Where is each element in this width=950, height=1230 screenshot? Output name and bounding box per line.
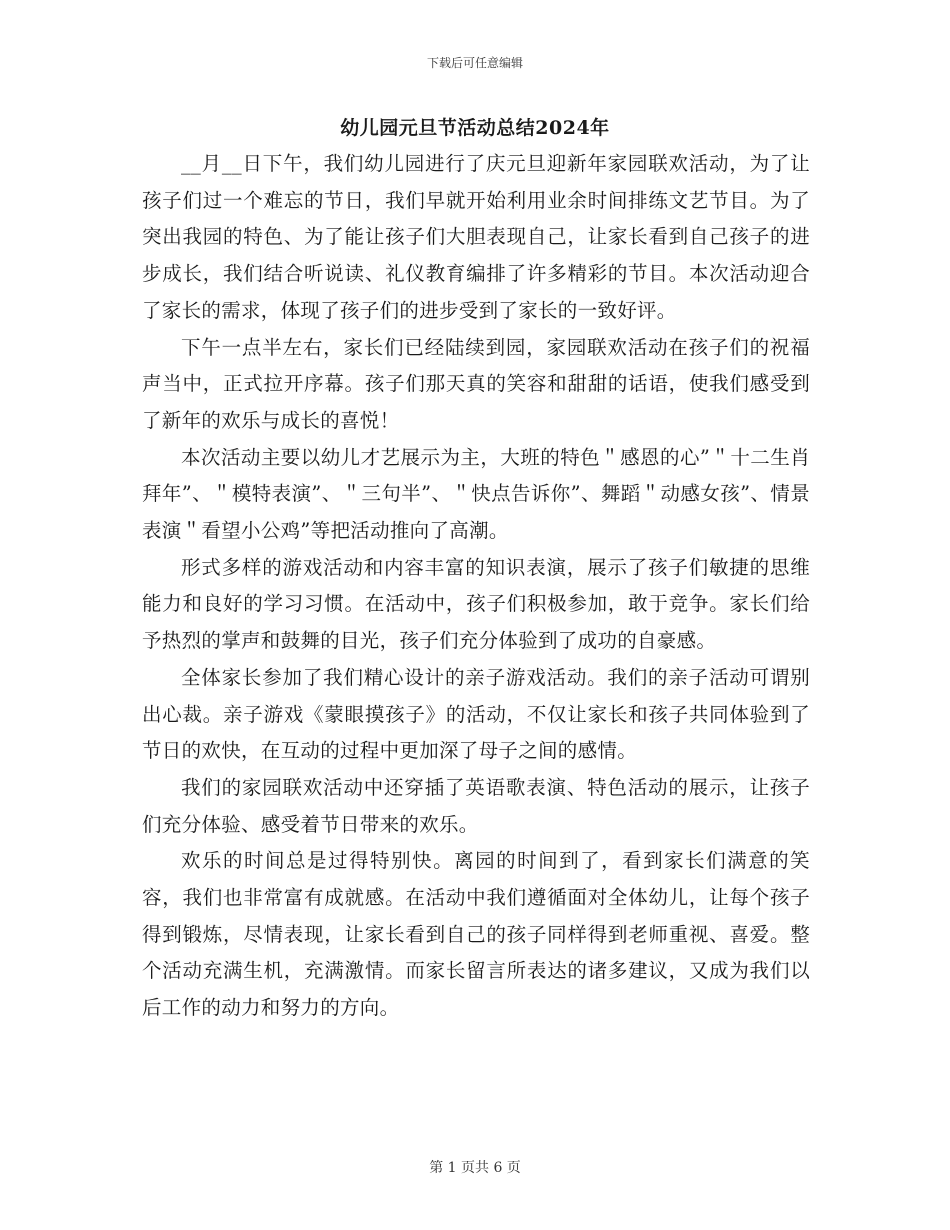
document-title: 幼儿园元旦节活动总结2024年: [340, 117, 610, 139]
document-body: [142, 146, 810, 1027]
page-number: 第 1 页共 6 页: [429, 1160, 521, 1176]
paragraph: 本次活动主要以幼儿才艺展示为主，大班的特色＂感恩的心”＂十二生肖拜年”、＂模特表演”、＂三句半”、＂快点告诉你”、舞蹈＂动感女孩”、情景表演＂看望小公鸡”等把活动推向了高潮。: [142, 445, 810, 543]
page-header-note: 下载后可任意编辑: [426, 56, 523, 70]
paragraph: 全体家长参加了我们精心设计的亲子游戏活动。我们的亲子活动可谓别出心裁。亲子游戏《蒙眼摸孩子》的活动，不仅让家长和孩子共同体验到了节日的欢快，在互动的过程中更加深了母子之间的感情。: [142, 665, 810, 763]
paragraph: 欢乐的时间总是过得特别快。离园的时间到了，看到家长们满意的笑容，我们也非常富有成就感。在活动中我们遵循面对全体幼儿，让每个孩子得到锻炼，尽情表现，让家长看到自己的孩子同样得到老师重视、喜爱。整个活动充满生机，充满激情。而家长留言所表达的诸多建议，又成为我们以后工作的动力和努力的方向。: [142, 849, 810, 1020]
paragraph: 形式多样的游戏活动和内容丰富的知识表演，展示了孩子们敏捷的思维能力和良好的学习习惯。在活动中，孩子们积极参加，敢于竞争。家长们给予热烈的掌声和鼓舞的目光，孩子们充分体验到了成功的自豪感。: [142, 555, 810, 653]
paragraph: 我们的家园联欢活动中还穿插了英语歌表演、特色活动的展示，让孩子们充分体验、感受着节日带来的欢乐。: [142, 775, 810, 836]
paragraph: __月__日下午，我们幼儿园进行了庆元旦迎新年家园联欢活动，为了让孩子们过一个难忘的节日，我们早就开始利用业余时间排练文艺节目。为了突出我园的特色、为了能让孩子们大胆表现自己，让家长看到自己孩子的进步成长，我们结合听说读、礼仪教育编排了许多精彩的节目。本次活动迎合了家长的需求，体现了孩子们的进步受到了家长的一致好评。: [142, 152, 810, 322]
paragraph: 下午一点半左右，家长们已经陆续到园，家园联欢活动在孩子们的祝福声当中，正式拉开序幕。孩子们那天真的笑容和甜甜的话语，使我们感受到了新年的欢乐与成长的喜悦！: [142, 335, 810, 432]
